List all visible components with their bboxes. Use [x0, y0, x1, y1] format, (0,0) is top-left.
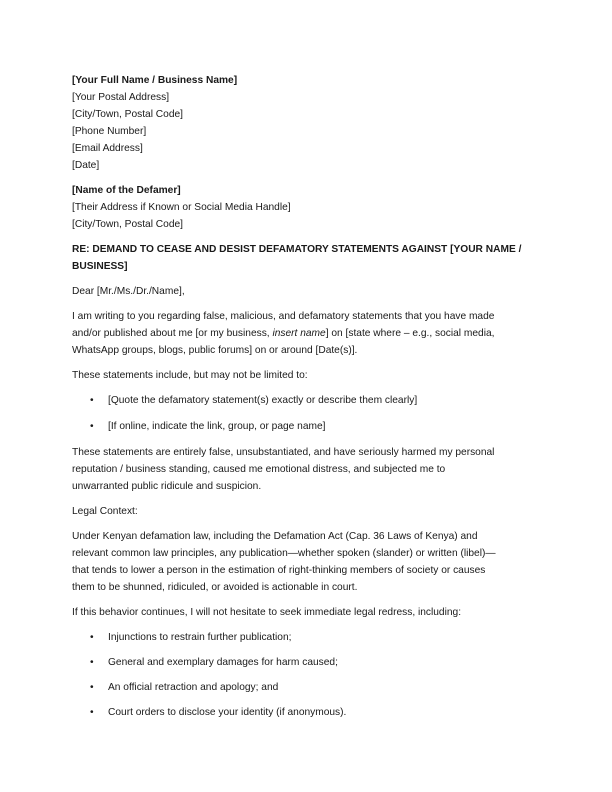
legal-line-3: that tends to lower a person in the estimation of right-thinking members of society or causes [72, 565, 486, 576]
sender-phone: [Phone Number] [72, 126, 147, 137]
intro-line-1: I am writing to you regarding false, malicious, and defamatory statements that you have made [72, 311, 495, 322]
statements-intro: These statements include, but may not be limited to: [72, 370, 308, 381]
recipient-address: [Their Address if Known or Social Media Handle] [72, 202, 291, 213]
legal-line-4: them to be shunned, ridiculed, or avoided is actionable in court. [72, 582, 358, 593]
harm-line-2: reputation / business standing, caused me emotional distress, and subjected me to [72, 464, 446, 475]
subject-line-2: BUSINESS] [72, 261, 128, 272]
intro-insert-name: insert name [272, 328, 326, 339]
salutation: Dear [Mr./Ms./Dr./Name], [72, 286, 185, 297]
subject-line [72, 241, 540, 275]
harm-line-3: unwarranted public ridicule and suspicion. [72, 481, 262, 492]
legal-paragraph [72, 528, 540, 596]
harm-paragraph [72, 444, 540, 495]
intro-line-2-a: and/or published about me [or my business, [72, 328, 273, 339]
bullet-icon: • [90, 657, 94, 668]
recipient-block [72, 182, 540, 233]
intro-line-2-b: ] on [state where – e.g., social media, [325, 328, 495, 339]
legal-line-2: relevant common law principles, any publication—whether spoken (slander) or written (libel)— [72, 548, 496, 559]
intro-line-3: WhatsApp groups, blogs, public forums] on or around [Date(s)]. [72, 345, 358, 356]
harm-line-1: These statements are entirely false, unsubstantiated, and have seriously harmed my personal [72, 447, 495, 458]
bullet-icon: • [90, 632, 94, 643]
list-item: • Court orders to disclose your identity (if anonymous). [72, 704, 540, 721]
recipient-city: [City/Town, Postal Code] [72, 219, 183, 230]
sender-name: [Your Full Name / Business Name] [72, 75, 238, 86]
list-item: • Injunctions to restrain further publication; [72, 629, 540, 646]
intro-line-2 [72, 325, 540, 342]
sender-block [72, 72, 540, 174]
redress-list [72, 629, 540, 721]
recipient-name: [Name of the Defamer] [72, 185, 181, 196]
list-item: • [If online, indicate the link, group, or page name] [72, 418, 540, 435]
bullet-icon: • [90, 682, 94, 693]
list-item: • An official retraction and apology; and [72, 679, 540, 696]
list-item: • [Quote the defamatory statement(s) exactly or describe them clearly] [72, 392, 540, 409]
legal-heading: Legal Context: [72, 506, 138, 517]
bullet-icon: • [90, 421, 94, 432]
legal-line-1: Under Kenyan defamation law, including the Defamation Act (Cap. 36 Laws of Kenya) and [72, 531, 478, 542]
sender-address: [Your Postal Address] [72, 92, 170, 103]
sender-email: [Email Address] [72, 143, 143, 154]
statements-list [72, 392, 540, 435]
sender-date: [Date] [72, 160, 100, 171]
bullet-icon: • [90, 707, 94, 718]
bullet-icon: • [90, 395, 94, 406]
subject-line-1: RE: DEMAND TO CEASE AND DESIST DEFAMATORY STATEMENTS AGAINST [YOUR NAME / [72, 244, 522, 255]
list-item: • General and exemplary damages for harm caused; [72, 654, 540, 671]
redress-intro: If this behavior continues, I will not hesitate to seek immediate legal redress, including: [72, 607, 462, 618]
intro-paragraph [72, 308, 540, 359]
sender-city: [City/Town, Postal Code] [72, 109, 183, 120]
